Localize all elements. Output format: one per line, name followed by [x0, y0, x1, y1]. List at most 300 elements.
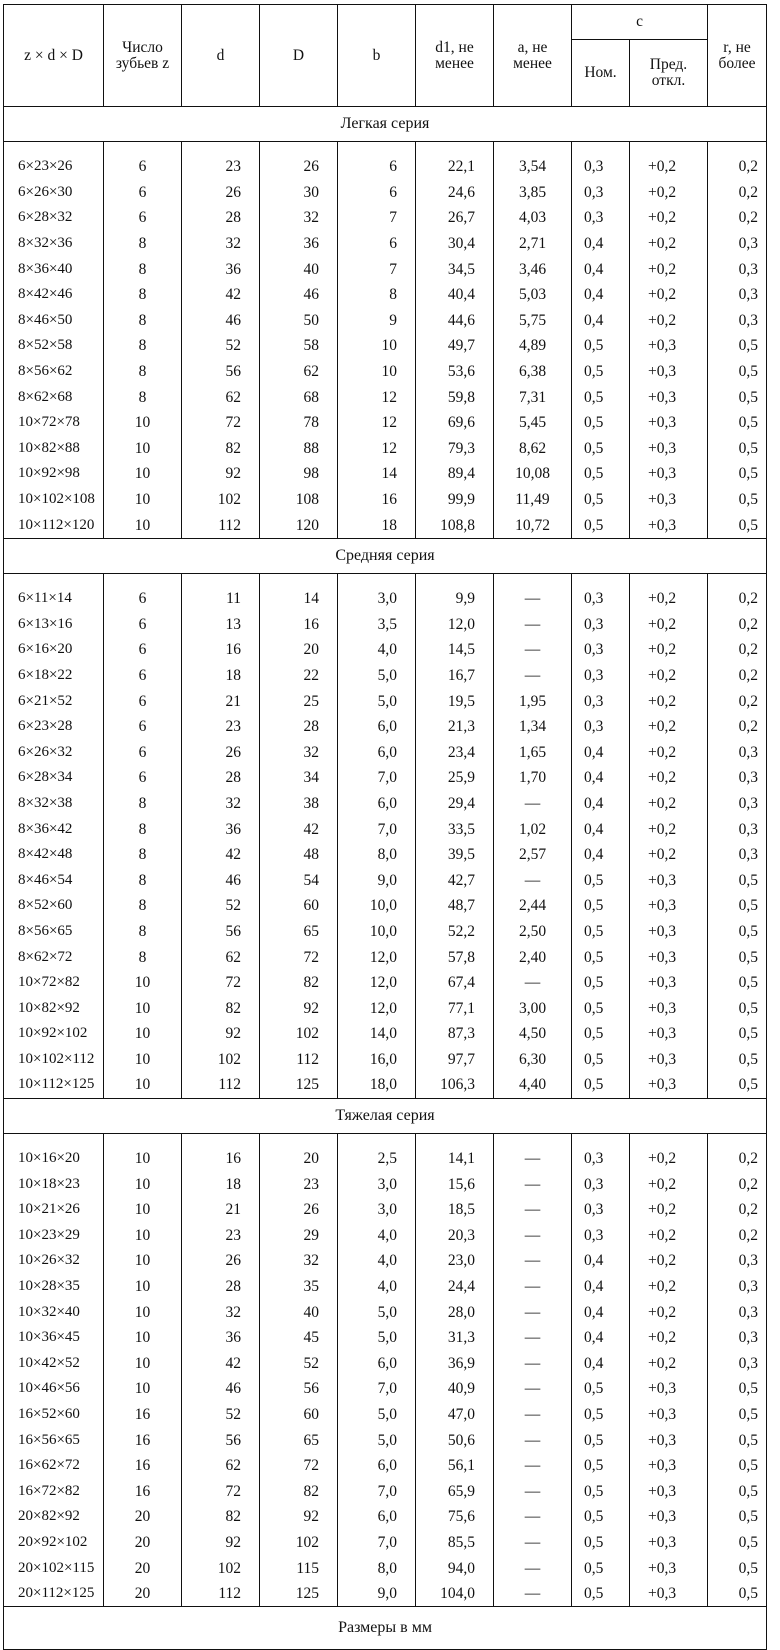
cell-r: 0,5 [708, 1479, 767, 1505]
cell-d: 62 [182, 944, 260, 970]
table-row [4, 612, 767, 638]
cell-d: 46 [182, 308, 260, 334]
cell-a: — [494, 612, 572, 638]
cell-d1: 104,0 [416, 1581, 494, 1607]
cell-d: 46 [182, 1376, 260, 1402]
cell-b: 5,0 [338, 663, 416, 689]
cell-a: 3,54 [494, 154, 572, 180]
cell-teeth: 6 [104, 180, 182, 206]
cell-d1: 40,9 [416, 1376, 494, 1402]
cell-teeth: 10 [104, 1248, 182, 1274]
cell-r: 0,3 [708, 308, 767, 334]
cell-c-tol: +0,2 [630, 842, 708, 868]
cell-a: 3,85 [494, 180, 572, 206]
cell-designation: 8×46×54 [4, 867, 104, 893]
section-title: Средняя серия [4, 538, 767, 573]
spacer-cell [104, 142, 182, 155]
cell-c-nom: 0,5 [572, 1427, 630, 1453]
cell-b: 4,0 [338, 1248, 416, 1274]
cell-c-tol: +0,2 [630, 637, 708, 663]
cell-b: 7 [338, 205, 416, 231]
cell-c-nom: 0,3 [572, 586, 630, 612]
cell-a: — [494, 1299, 572, 1325]
cell-b: 9 [338, 308, 416, 334]
spacer-cell [416, 142, 494, 155]
cell-c-nom: 0,4 [572, 1299, 630, 1325]
cell-d1: 33,5 [416, 816, 494, 842]
cell-teeth: 10 [104, 1351, 182, 1377]
cell-d: 28 [182, 1274, 260, 1300]
cell-b: 6,0 [338, 739, 416, 765]
table-row [4, 1530, 767, 1556]
cell-d: 26 [182, 180, 260, 206]
cell-c-tol: +0,3 [630, 1530, 708, 1556]
table-body [4, 107, 767, 1607]
cell-a: — [494, 1581, 572, 1607]
cell-teeth: 20 [104, 1530, 182, 1556]
cell-d: 42 [182, 1351, 260, 1377]
cell-b: 7,0 [338, 816, 416, 842]
cell-b: 18,0 [338, 1072, 416, 1098]
cell-r: 0,2 [708, 180, 767, 206]
cell-r: 0,5 [708, 1453, 767, 1479]
spacer-cell [182, 573, 260, 586]
table-row [4, 1047, 767, 1073]
cell-b: 6 [338, 231, 416, 257]
cell-r: 0,3 [708, 791, 767, 817]
cell-d1: 14,5 [416, 637, 494, 663]
cell-r: 0,5 [708, 333, 767, 359]
section-title: Легкая серия [4, 107, 767, 142]
cell-c-nom: 0,5 [572, 461, 630, 487]
cell-designation: 10×21×26 [4, 1197, 104, 1223]
cell-b: 12,0 [338, 970, 416, 996]
cell-D: 20 [260, 637, 338, 663]
spline-dimensions-table [3, 4, 767, 1650]
cell-designation: 10×42×52 [4, 1351, 104, 1377]
cell-r: 0,5 [708, 1427, 767, 1453]
cell-designation: 8×32×38 [4, 791, 104, 817]
cell-a: — [494, 637, 572, 663]
spacer-cell [708, 142, 767, 155]
cell-d1: 65,9 [416, 1479, 494, 1505]
cell-d: 23 [182, 1223, 260, 1249]
cell-c-tol: +0,3 [630, 410, 708, 436]
cell-d1: 85,5 [416, 1530, 494, 1556]
table-row [4, 410, 767, 436]
cell-D: 50 [260, 308, 338, 334]
cell-d1: 9,9 [416, 586, 494, 612]
cell-a: — [494, 1530, 572, 1556]
cell-a: — [494, 1146, 572, 1172]
cell-designation: 8×32×36 [4, 231, 104, 257]
cell-r: 0,5 [708, 1581, 767, 1607]
cell-d1: 16,7 [416, 663, 494, 689]
cell-teeth: 6 [104, 586, 182, 612]
cell-b: 9,0 [338, 867, 416, 893]
table-row [4, 739, 767, 765]
cell-D: 56 [260, 1376, 338, 1402]
table-row [4, 995, 767, 1021]
cell-a: 10,72 [494, 512, 572, 538]
cell-d1: 59,8 [416, 384, 494, 410]
cell-designation: 10×82×92 [4, 995, 104, 1021]
cell-c-tol: +0,3 [630, 1402, 708, 1428]
cell-c-tol: +0,2 [630, 739, 708, 765]
cell-c-tol: +0,2 [630, 1325, 708, 1351]
cell-c-nom: 0,3 [572, 1223, 630, 1249]
cell-c-nom: 0,5 [572, 1555, 630, 1581]
cell-designation: 10×82×88 [4, 436, 104, 462]
table-row [4, 512, 767, 538]
table-row [4, 205, 767, 231]
cell-designation: 8×56×62 [4, 359, 104, 385]
cell-c-nom: 0,4 [572, 842, 630, 868]
cell-c-nom: 0,5 [572, 384, 630, 410]
spacer-cell [104, 1133, 182, 1146]
cell-d1: 44,6 [416, 308, 494, 334]
cell-a: 2,40 [494, 944, 572, 970]
cell-D: 28 [260, 714, 338, 740]
cell-b: 18 [338, 512, 416, 538]
cell-a: 5,45 [494, 410, 572, 436]
table-row [4, 842, 767, 868]
cell-d1: 106,3 [416, 1072, 494, 1098]
cell-c-tol: +0,3 [630, 461, 708, 487]
cell-r: 0,3 [708, 1274, 767, 1300]
cell-D: 26 [260, 154, 338, 180]
cell-D: 108 [260, 487, 338, 513]
cell-r: 0,5 [708, 410, 767, 436]
cell-a: 1,95 [494, 688, 572, 714]
cell-d1: 53,6 [416, 359, 494, 385]
cell-c-tol: +0,2 [630, 1197, 708, 1223]
cell-d1: 50,6 [416, 1427, 494, 1453]
cell-teeth: 8 [104, 308, 182, 334]
cell-designation: 10×46×56 [4, 1376, 104, 1402]
cell-d1: 67,4 [416, 970, 494, 996]
cell-c-tol: +0,3 [630, 867, 708, 893]
cell-r: 0,5 [708, 893, 767, 919]
cell-d: 32 [182, 231, 260, 257]
table-row [4, 1171, 767, 1197]
cell-a: — [494, 663, 572, 689]
table-row [4, 359, 767, 385]
cell-d1: 47,0 [416, 1402, 494, 1428]
section-header-row [4, 107, 767, 142]
cell-designation: 8×42×48 [4, 842, 104, 868]
cell-d1: 108,8 [416, 512, 494, 538]
cell-d: 18 [182, 1171, 260, 1197]
cell-teeth: 6 [104, 739, 182, 765]
cell-designation: 8×36×42 [4, 816, 104, 842]
cell-c-tol: +0,2 [630, 1171, 708, 1197]
cell-D: 125 [260, 1072, 338, 1098]
cell-b: 6,0 [338, 1351, 416, 1377]
cell-designation: 10×72×82 [4, 970, 104, 996]
cell-d: 42 [182, 842, 260, 868]
cell-c-nom: 0,4 [572, 765, 630, 791]
cell-a: 4,89 [494, 333, 572, 359]
cell-c-nom: 0,4 [572, 816, 630, 842]
cell-c-tol: +0,2 [630, 714, 708, 740]
cell-d: 18 [182, 663, 260, 689]
cell-r: 0,5 [708, 1555, 767, 1581]
cell-d: 52 [182, 333, 260, 359]
cell-c-nom: 0,5 [572, 1581, 630, 1607]
cell-c-nom: 0,3 [572, 1197, 630, 1223]
cell-designation: 8×46×50 [4, 308, 104, 334]
cell-r: 0,5 [708, 944, 767, 970]
cell-r: 0,5 [708, 1402, 767, 1428]
spacer-cell [260, 1133, 338, 1146]
cell-a: 1,65 [494, 739, 572, 765]
spacer-cell [630, 1133, 708, 1146]
cell-teeth: 8 [104, 231, 182, 257]
cell-b: 3,5 [338, 612, 416, 638]
cell-c-tol: +0,3 [630, 1072, 708, 1098]
spacer-cell [260, 142, 338, 155]
cell-a: — [494, 867, 572, 893]
cell-d: 92 [182, 461, 260, 487]
spacer-cell [182, 142, 260, 155]
cell-r: 0,2 [708, 1146, 767, 1172]
header-c-tolerance [630, 40, 708, 107]
cell-d: 72 [182, 410, 260, 436]
header-teeth-count [104, 5, 182, 107]
cell-teeth: 10 [104, 1376, 182, 1402]
spacer-cell [708, 573, 767, 586]
cell-b: 8 [338, 282, 416, 308]
cell-r: 0,5 [708, 1072, 767, 1098]
spacer-cell [338, 1133, 416, 1146]
cell-a: 2,50 [494, 919, 572, 945]
table-row [4, 1402, 767, 1428]
cell-b: 12,0 [338, 944, 416, 970]
spacer-cell [260, 573, 338, 586]
cell-d: 112 [182, 1072, 260, 1098]
cell-c-tol: +0,3 [630, 359, 708, 385]
cell-designation: 6×16×20 [4, 637, 104, 663]
cell-b: 6,0 [338, 791, 416, 817]
cell-teeth: 8 [104, 333, 182, 359]
cell-designation: 10×32×40 [4, 1299, 104, 1325]
cell-a: — [494, 1402, 572, 1428]
cell-a: 4,40 [494, 1072, 572, 1098]
cell-teeth: 10 [104, 1072, 182, 1098]
cell-a: — [494, 1555, 572, 1581]
cell-c-tol: +0,2 [630, 663, 708, 689]
header-designation: z × d × D [4, 5, 104, 107]
cell-c-nom: 0,5 [572, 1453, 630, 1479]
cell-c-nom: 0,4 [572, 308, 630, 334]
cell-c-tol: +0,3 [630, 384, 708, 410]
cell-r: 0,3 [708, 231, 767, 257]
cell-designation: 6×13×16 [4, 612, 104, 638]
cell-r: 0,5 [708, 1047, 767, 1073]
cell-a: 6,30 [494, 1047, 572, 1073]
table-row [4, 180, 767, 206]
cell-designation: 6×23×28 [4, 714, 104, 740]
cell-D: 65 [260, 1427, 338, 1453]
table-row [4, 1274, 767, 1300]
cell-D: 42 [260, 816, 338, 842]
spacer-cell [4, 1133, 104, 1146]
cell-d: 46 [182, 867, 260, 893]
cell-a: — [494, 1504, 572, 1530]
cell-r: 0,5 [708, 436, 767, 462]
cell-a: — [494, 1427, 572, 1453]
cell-designation: 6×11×14 [4, 586, 104, 612]
cell-teeth: 6 [104, 205, 182, 231]
cell-designation: 8×56×65 [4, 919, 104, 945]
cell-teeth: 20 [104, 1581, 182, 1607]
cell-D: 23 [260, 1171, 338, 1197]
cell-c-nom: 0,5 [572, 995, 630, 1021]
spacer-cell [494, 142, 572, 155]
cell-a: 11,49 [494, 487, 572, 513]
table-row [4, 1555, 767, 1581]
cell-b: 10,0 [338, 893, 416, 919]
cell-d1: 19,5 [416, 688, 494, 714]
cell-b: 10 [338, 359, 416, 385]
cell-d1: 31,3 [416, 1325, 494, 1351]
cell-b: 10,0 [338, 919, 416, 945]
cell-r: 0,5 [708, 919, 767, 945]
cell-r: 0,5 [708, 1530, 767, 1556]
spacer-cell [572, 1133, 630, 1146]
cell-designation: 8×42×46 [4, 282, 104, 308]
cell-c-nom: 0,3 [572, 637, 630, 663]
spacer-cell [416, 1133, 494, 1146]
cell-b: 6,0 [338, 1453, 416, 1479]
cell-r: 0,3 [708, 1248, 767, 1274]
cell-d: 16 [182, 1146, 260, 1172]
cell-designation: 6×28×32 [4, 205, 104, 231]
cell-designation: 10×26×32 [4, 1248, 104, 1274]
cell-a: 2,44 [494, 893, 572, 919]
cell-b: 7,0 [338, 765, 416, 791]
cell-d1: 87,3 [416, 1021, 494, 1047]
cell-D: 62 [260, 359, 338, 385]
cell-d1: 75,6 [416, 1504, 494, 1530]
cell-b: 7,0 [338, 1376, 416, 1402]
cell-c-nom: 0,3 [572, 612, 630, 638]
header-D: D [260, 5, 338, 107]
table-row [4, 1581, 767, 1607]
cell-a: 6,38 [494, 359, 572, 385]
table-row [4, 893, 767, 919]
cell-teeth: 8 [104, 384, 182, 410]
cell-a: 7,31 [494, 384, 572, 410]
cell-D: 60 [260, 1402, 338, 1428]
cell-a: — [494, 1223, 572, 1249]
cell-r: 0,2 [708, 1197, 767, 1223]
cell-D: 26 [260, 1197, 338, 1223]
header-r-text: r, не более [718, 38, 756, 72]
cell-d1: 21,3 [416, 714, 494, 740]
cell-b: 4,0 [338, 1223, 416, 1249]
cell-teeth: 10 [104, 461, 182, 487]
cell-D: 60 [260, 893, 338, 919]
cell-d1: 94,0 [416, 1555, 494, 1581]
cell-teeth: 16 [104, 1479, 182, 1505]
cell-d1: 22,1 [416, 154, 494, 180]
cell-c-tol: +0,3 [630, 1427, 708, 1453]
cell-d: 11 [182, 586, 260, 612]
cell-teeth: 10 [104, 487, 182, 513]
cell-D: 32 [260, 739, 338, 765]
cell-c-nom: 0,3 [572, 154, 630, 180]
cell-r: 0,3 [708, 739, 767, 765]
cell-D: 65 [260, 919, 338, 945]
table-row [4, 1197, 767, 1223]
cell-r: 0,5 [708, 487, 767, 513]
cell-teeth: 16 [104, 1402, 182, 1428]
cell-d1: 42,7 [416, 867, 494, 893]
cell-designation: 16×72×82 [4, 1479, 104, 1505]
cell-c-tol: +0,2 [630, 612, 708, 638]
cell-D: 32 [260, 1248, 338, 1274]
cell-d1: 23,4 [416, 739, 494, 765]
cell-teeth: 8 [104, 944, 182, 970]
cell-teeth: 10 [104, 1223, 182, 1249]
spacer-cell [338, 573, 416, 586]
cell-D: 120 [260, 512, 338, 538]
spacer-cell [708, 1133, 767, 1146]
cell-d: 102 [182, 1555, 260, 1581]
cell-c-tol: +0,3 [630, 995, 708, 1021]
cell-c-nom: 0,3 [572, 1146, 630, 1172]
cell-D: 54 [260, 867, 338, 893]
cell-a: — [494, 791, 572, 817]
cell-a: 1,70 [494, 765, 572, 791]
header-d: d [182, 5, 260, 107]
cell-D: 92 [260, 995, 338, 1021]
cell-teeth: 6 [104, 765, 182, 791]
cell-designation: 6×26×30 [4, 180, 104, 206]
cell-d1: 57,8 [416, 944, 494, 970]
table-row [4, 1248, 767, 1274]
header-d1 [416, 5, 494, 107]
cell-c-tol: +0,3 [630, 944, 708, 970]
table-row [4, 1021, 767, 1047]
cell-designation: 6×18×22 [4, 663, 104, 689]
spacer-cell [572, 142, 630, 155]
cell-b: 12 [338, 384, 416, 410]
cell-D: 36 [260, 231, 338, 257]
cell-c-nom: 0,5 [572, 1376, 630, 1402]
cell-D: 40 [260, 1299, 338, 1325]
cell-r: 0,5 [708, 512, 767, 538]
cell-d1: 79,3 [416, 436, 494, 462]
cell-b: 6 [338, 154, 416, 180]
cell-teeth: 8 [104, 791, 182, 817]
cell-c-nom: 0,4 [572, 739, 630, 765]
table-row [4, 1453, 767, 1479]
cell-designation: 10×112×120 [4, 512, 104, 538]
table-footer [4, 1607, 767, 1650]
cell-c-tol: +0,3 [630, 1555, 708, 1581]
cell-D: 82 [260, 970, 338, 996]
cell-D: 112 [260, 1047, 338, 1073]
cell-a: — [494, 1274, 572, 1300]
cell-teeth: 10 [104, 1274, 182, 1300]
section-header-row [4, 1098, 767, 1133]
cell-d: 62 [182, 384, 260, 410]
cell-designation: 8×52×60 [4, 893, 104, 919]
cell-designation: 10×23×29 [4, 1223, 104, 1249]
